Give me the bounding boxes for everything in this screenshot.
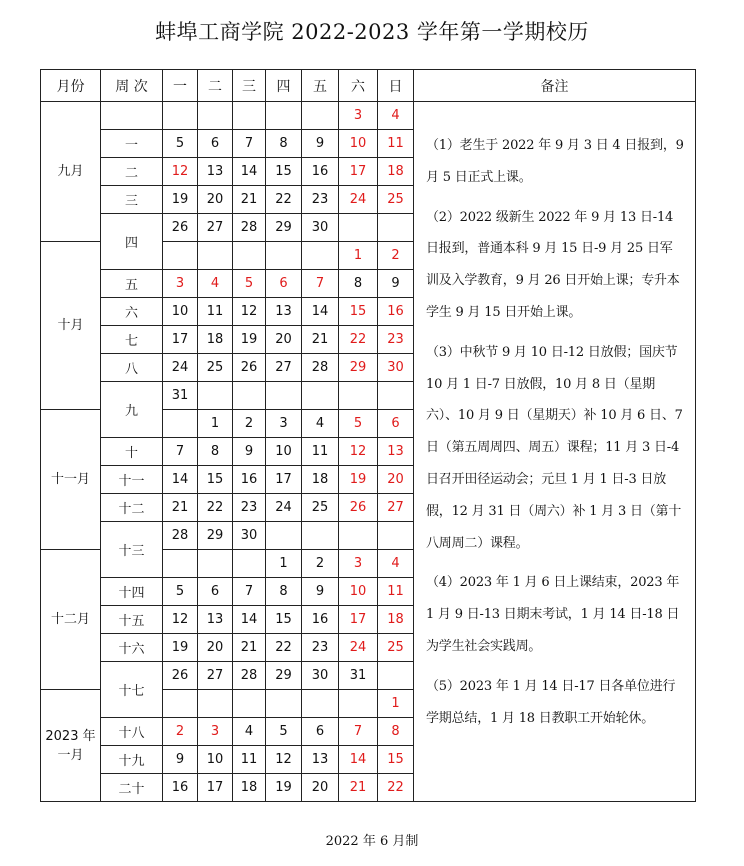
day-cell (198, 102, 233, 130)
day-cell: 23 (302, 186, 339, 214)
day-cell (302, 242, 339, 270)
day-cell: 6 (198, 130, 233, 158)
day-cell: 22 (266, 634, 302, 662)
day-cell: 6 (378, 410, 414, 438)
header-row (41, 70, 696, 102)
week-cell: 四 (101, 214, 163, 270)
day-cell (198, 242, 233, 270)
day-cell (339, 522, 378, 550)
day-cell (302, 382, 339, 410)
day-cell: 24 (266, 494, 302, 522)
day-cell: 5 (266, 718, 302, 746)
week-cell: 十一 (101, 466, 163, 494)
day-cell: 18 (378, 158, 414, 186)
day-cell: 4 (378, 550, 414, 578)
header-day-mon: 一 (163, 70, 198, 102)
day-cell: 14 (163, 466, 198, 494)
day-cell: 29 (266, 662, 302, 690)
day-cell: 16 (163, 774, 198, 802)
day-cell: 11 (198, 298, 233, 326)
day-cell: 20 (302, 774, 339, 802)
day-cell: 7 (163, 438, 198, 466)
day-cell: 10 (198, 746, 233, 774)
day-cell: 27 (378, 494, 414, 522)
week-cell: 五 (101, 270, 163, 298)
week-cell: 十四 (101, 578, 163, 606)
day-cell: 3 (198, 718, 233, 746)
day-cell: 19 (163, 634, 198, 662)
note-item: （3）中秋节 9 月 10 日-12 日放假；国庆节 10 月 1 日-7 日放假，10 月 8 日（星期六）、10 月 9 日（星期天）补 10 月 6 日、7 日（第五周周四、周五）课程；11 月 3 日-4 日召开田径运动会；元旦 1 月 1 日-3 日放假，12 月 31 日（周六）补 1 月 3 日（第十八周周二）课程。 (426, 344, 683, 551)
day-cell: 25 (302, 494, 339, 522)
day-cell: 18 (378, 606, 414, 634)
day-cell: 26 (163, 662, 198, 690)
day-cell: 8 (378, 718, 414, 746)
week-cell: 十八 (101, 718, 163, 746)
day-cell: 19 (339, 466, 378, 494)
day-cell: 9 (233, 438, 266, 466)
day-cell: 27 (198, 214, 233, 242)
day-cell: 13 (378, 438, 414, 466)
day-cell: 1 (339, 242, 378, 270)
day-cell: 24 (163, 354, 198, 382)
day-cell: 9 (302, 130, 339, 158)
day-cell: 10 (163, 298, 198, 326)
day-cell: 14 (339, 746, 378, 774)
day-cell: 7 (339, 718, 378, 746)
day-cell: 26 (163, 214, 198, 242)
day-cell (266, 102, 302, 130)
day-cell: 13 (198, 606, 233, 634)
header-day-tue: 二 (198, 70, 233, 102)
day-cell: 16 (302, 158, 339, 186)
week-cell: 十二 (101, 494, 163, 522)
day-cell (302, 690, 339, 718)
day-cell: 2 (163, 718, 198, 746)
day-cell: 2 (302, 550, 339, 578)
day-cell: 17 (198, 774, 233, 802)
calendar-row (41, 102, 696, 130)
week-cell: 十五 (101, 606, 163, 634)
day-cell: 12 (163, 606, 198, 634)
day-cell: 12 (339, 438, 378, 466)
day-cell: 14 (233, 606, 266, 634)
day-cell: 1 (266, 550, 302, 578)
day-cell: 12 (233, 298, 266, 326)
day-cell: 19 (163, 186, 198, 214)
day-cell (198, 382, 233, 410)
day-cell: 15 (266, 158, 302, 186)
day-cell: 3 (339, 550, 378, 578)
day-cell (266, 690, 302, 718)
day-cell: 17 (266, 466, 302, 494)
day-cell: 6 (198, 578, 233, 606)
day-cell (302, 522, 339, 550)
day-cell: 21 (233, 634, 266, 662)
notes-cell (414, 102, 696, 802)
day-cell (233, 550, 266, 578)
day-cell: 15 (339, 298, 378, 326)
header-month: 月份 (41, 70, 101, 102)
day-cell: 15 (198, 466, 233, 494)
month-cell: 十二月 (41, 550, 101, 690)
day-cell: 31 (163, 382, 198, 410)
day-cell: 8 (339, 270, 378, 298)
week-cell: 一 (101, 130, 163, 158)
day-cell: 26 (339, 494, 378, 522)
day-cell (339, 382, 378, 410)
day-cell: 20 (198, 634, 233, 662)
day-cell: 9 (302, 578, 339, 606)
day-cell: 21 (163, 494, 198, 522)
day-cell: 7 (302, 270, 339, 298)
calendar-table (40, 69, 696, 802)
day-cell: 20 (266, 326, 302, 354)
day-cell: 10 (266, 438, 302, 466)
day-cell: 9 (163, 746, 198, 774)
week-cell: 十六 (101, 634, 163, 662)
day-cell: 21 (302, 326, 339, 354)
day-cell: 5 (339, 410, 378, 438)
day-cell: 4 (198, 270, 233, 298)
day-cell: 14 (302, 298, 339, 326)
day-cell: 19 (233, 326, 266, 354)
day-cell: 30 (233, 522, 266, 550)
day-cell: 23 (378, 326, 414, 354)
week-cell: 六 (101, 298, 163, 326)
header-day-wed: 三 (233, 70, 266, 102)
day-cell (378, 522, 414, 550)
header-day-thu: 四 (266, 70, 302, 102)
day-cell (266, 242, 302, 270)
day-cell: 12 (266, 746, 302, 774)
day-cell: 25 (378, 186, 414, 214)
day-cell: 18 (302, 466, 339, 494)
day-cell (378, 662, 414, 690)
day-cell: 14 (233, 158, 266, 186)
day-cell: 16 (302, 606, 339, 634)
day-cell: 24 (339, 634, 378, 662)
day-cell: 20 (198, 186, 233, 214)
day-cell: 2 (233, 410, 266, 438)
day-cell: 22 (198, 494, 233, 522)
footer-note: 2022 年 6 月制 (325, 834, 419, 849)
month-cell: 十一月 (41, 410, 101, 550)
day-cell: 1 (198, 410, 233, 438)
day-cell: 8 (266, 130, 302, 158)
day-cell: 15 (266, 606, 302, 634)
day-cell: 17 (339, 606, 378, 634)
month-cell: 2023 年 一月 (41, 690, 101, 802)
day-cell: 21 (233, 186, 266, 214)
day-cell: 11 (302, 438, 339, 466)
day-cell: 29 (198, 522, 233, 550)
day-cell: 24 (339, 186, 378, 214)
week-cell: 十九 (101, 746, 163, 774)
day-cell (233, 242, 266, 270)
day-cell: 12 (163, 158, 198, 186)
day-cell: 22 (266, 186, 302, 214)
header-day-sat: 六 (339, 70, 378, 102)
week-cell: 三 (101, 186, 163, 214)
day-cell: 31 (339, 662, 378, 690)
day-cell: 1 (378, 690, 414, 718)
day-cell: 7 (233, 130, 266, 158)
month-cell: 十月 (41, 242, 101, 410)
day-cell: 22 (339, 326, 378, 354)
day-cell: 17 (339, 158, 378, 186)
day-cell: 27 (198, 662, 233, 690)
day-cell: 5 (163, 130, 198, 158)
day-cell: 15 (378, 746, 414, 774)
week-cell: 九 (101, 382, 163, 438)
day-cell: 3 (163, 270, 198, 298)
day-cell (302, 102, 339, 130)
day-cell: 5 (233, 270, 266, 298)
page-title: 蚌埠工商学院 2022-2023 学年第一学期校历 (155, 20, 589, 44)
header-day-fri: 五 (302, 70, 339, 102)
day-cell (163, 690, 198, 718)
day-cell: 30 (378, 354, 414, 382)
day-cell (233, 382, 266, 410)
day-cell: 13 (266, 298, 302, 326)
day-cell (233, 690, 266, 718)
note-item: （4）2023 年 1 月 6 日上课结束，2023 年 1 月 9 日-13 日期末考试，1 月 14 日-18 日为学生社会实践周。 (426, 575, 680, 654)
day-cell: 3 (339, 102, 378, 130)
day-cell (198, 690, 233, 718)
day-cell (198, 550, 233, 578)
day-cell (339, 214, 378, 242)
month-cell: 九月 (41, 102, 101, 242)
day-cell: 28 (233, 214, 266, 242)
day-cell (266, 382, 302, 410)
day-cell: 28 (233, 662, 266, 690)
day-cell: 11 (233, 746, 266, 774)
day-cell: 8 (266, 578, 302, 606)
week-cell: 二十 (101, 774, 163, 802)
day-cell: 16 (378, 298, 414, 326)
day-cell (266, 522, 302, 550)
week-cell (101, 102, 163, 130)
day-cell: 10 (339, 130, 378, 158)
day-cell: 26 (233, 354, 266, 382)
header-notes: 备注 (414, 70, 696, 102)
day-cell: 4 (378, 102, 414, 130)
day-cell: 18 (233, 774, 266, 802)
day-cell (163, 410, 198, 438)
note-item: （1）老生于 2022 年 9 月 3 日 4 日报到，9 月 5 日正式上课。 (426, 138, 684, 185)
day-cell: 28 (302, 354, 339, 382)
day-cell: 9 (378, 270, 414, 298)
day-cell: 10 (339, 578, 378, 606)
day-cell: 27 (266, 354, 302, 382)
day-cell: 18 (198, 326, 233, 354)
day-cell (163, 242, 198, 270)
day-cell: 30 (302, 214, 339, 242)
day-cell: 3 (266, 410, 302, 438)
day-cell: 19 (266, 774, 302, 802)
day-cell (378, 214, 414, 242)
day-cell: 23 (302, 634, 339, 662)
day-cell: 8 (198, 438, 233, 466)
day-cell: 6 (266, 270, 302, 298)
day-cell: 23 (233, 494, 266, 522)
note-item: （5）2023 年 1 月 14 日-17 日各单位进行学期总结，1 月 18 日教职工开始轮休。 (426, 678, 676, 726)
day-cell: 7 (233, 578, 266, 606)
day-cell: 13 (302, 746, 339, 774)
day-cell: 6 (302, 718, 339, 746)
day-cell: 29 (266, 214, 302, 242)
week-cell: 二 (101, 158, 163, 186)
day-cell: 25 (198, 354, 233, 382)
day-cell: 2 (378, 242, 414, 270)
day-cell: 5 (163, 578, 198, 606)
header-day-sun: 日 (378, 70, 414, 102)
day-cell: 28 (163, 522, 198, 550)
week-cell: 十七 (101, 662, 163, 718)
week-cell: 十 (101, 438, 163, 466)
day-cell: 13 (198, 158, 233, 186)
week-cell: 十三 (101, 522, 163, 578)
note-item: （2）2022 级新生 2022 年 9 月 13 日-14 日报到，普通本科 9 月 15 日-9 月 25 日军训及入学教育，9 月 26 日开始上课；专升本学生 9 月 15 日开始上课。 (426, 209, 680, 320)
day-cell: 11 (378, 578, 414, 606)
day-cell: 4 (233, 718, 266, 746)
day-cell: 11 (378, 130, 414, 158)
header-week: 周 次 (101, 70, 163, 102)
day-cell: 22 (378, 774, 414, 802)
week-cell: 七 (101, 326, 163, 354)
day-cell: 17 (163, 326, 198, 354)
day-cell: 25 (378, 634, 414, 662)
day-cell: 29 (339, 354, 378, 382)
day-cell (163, 102, 198, 130)
day-cell: 4 (302, 410, 339, 438)
day-cell: 20 (378, 466, 414, 494)
day-cell (163, 550, 198, 578)
day-cell (339, 690, 378, 718)
day-cell (233, 102, 266, 130)
day-cell: 21 (339, 774, 378, 802)
day-cell: 16 (233, 466, 266, 494)
week-cell: 八 (101, 354, 163, 382)
day-cell: 30 (302, 662, 339, 690)
day-cell (378, 382, 414, 410)
